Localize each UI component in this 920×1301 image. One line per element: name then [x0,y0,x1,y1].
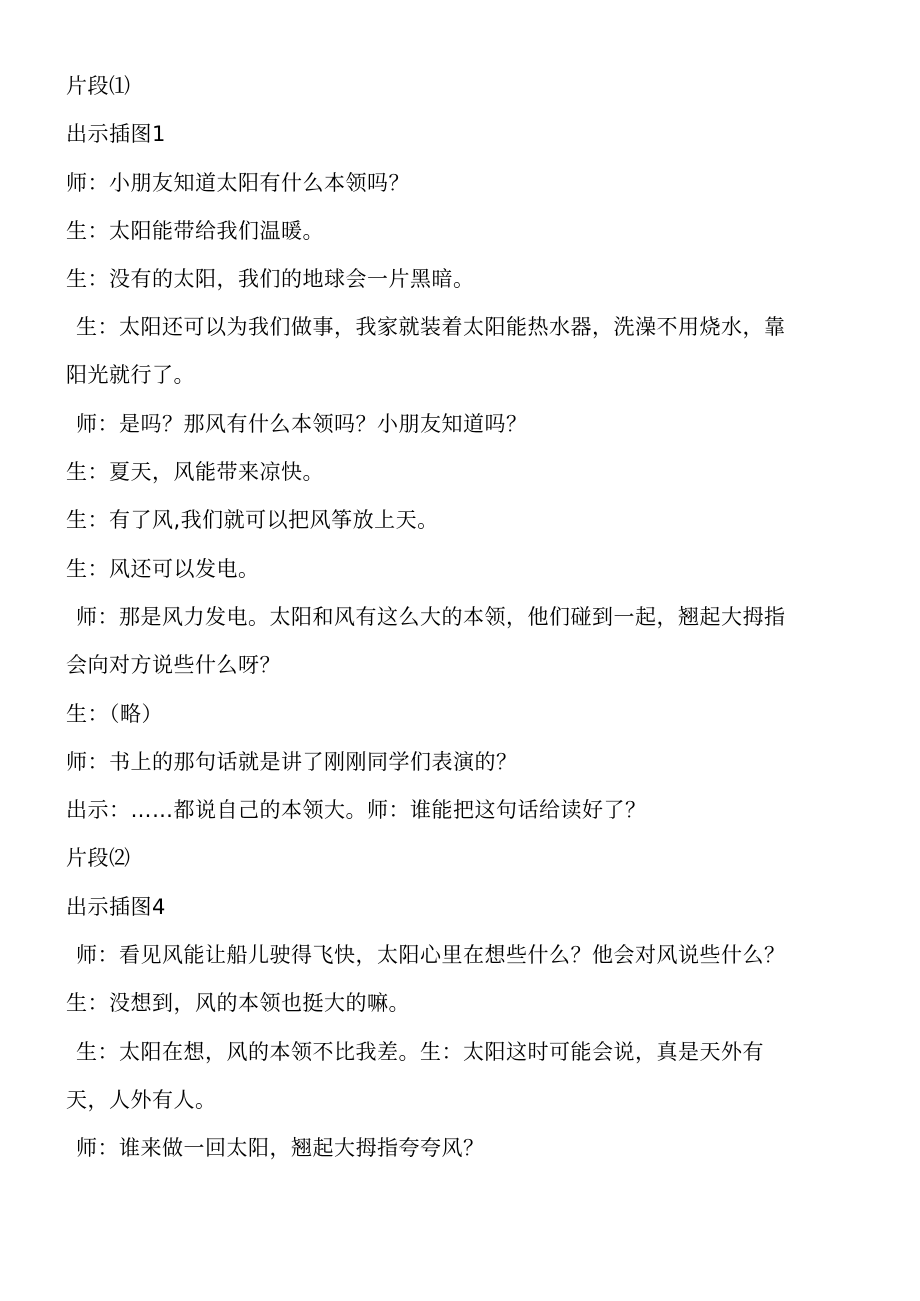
dialogue-line: 生：没想到，风的本领也挺大的嘛。 [66,991,410,1015]
dialogue-line: 生：太阳能带给我们温暖。 [66,219,324,243]
dialogue-line-continued: 会向对方说些什么呀？ [66,653,281,677]
section-heading-1: 片段⑴ [66,74,131,98]
dialogue-line-continued: 阳光就行了。 [66,363,195,387]
dialogue-line: 师：小朋友知道太阳有什么本领吗？ [66,171,410,195]
dialogue-line: 师：是吗？那风有什么本领吗？小朋友知道吗？ [76,412,528,436]
dialogue-line: 出示：……都说自己的本领大。师：谁能把这句话给读好了？ [66,798,647,822]
dialogue-line: 生：（略） [66,702,163,726]
dialogue-line: 生：太阳在想，风的本领不比我差。生：太阳这时可能会说，真是天外有 [76,1040,764,1064]
dialogue-line: 师：看见风能让船儿驶得飞快，太阳心里在想些什么？他会对风说些什么？ [76,943,786,967]
illustration-note-1: 出示插图1 [66,122,166,146]
dialogue-line: 师：那是风力发电。太阳和风有这么大的本领，他们碰到一起，翘起大拇指 [76,605,786,629]
section-heading-2: 片段⑵ [66,846,131,870]
dialogue-line: 生：太阳还可以为我们做事，我家就装着太阳能热水器，洗澡不用烧水，靠 [76,315,786,339]
dialogue-line: 生：没有的太阳，我们的地球会一片黑暗。 [66,267,475,291]
illustration-note-4: 出示插图4 [66,895,166,919]
dialogue-line-continued: 天，人外有人。 [66,1088,217,1112]
dialogue-line: 生：夏天，风能带来凉快。 [66,460,324,484]
dialogue-line: 生：有了风,我们就可以把风筝放上天。 [66,508,439,532]
dialogue-line: 师：谁来做一回太阳，翘起大拇指夸夸风？ [76,1136,485,1160]
dialogue-line: 师：书上的那句话就是讲了刚刚同学们表演的？ [66,750,518,774]
dialogue-line: 生：风还可以发电。 [66,557,260,581]
